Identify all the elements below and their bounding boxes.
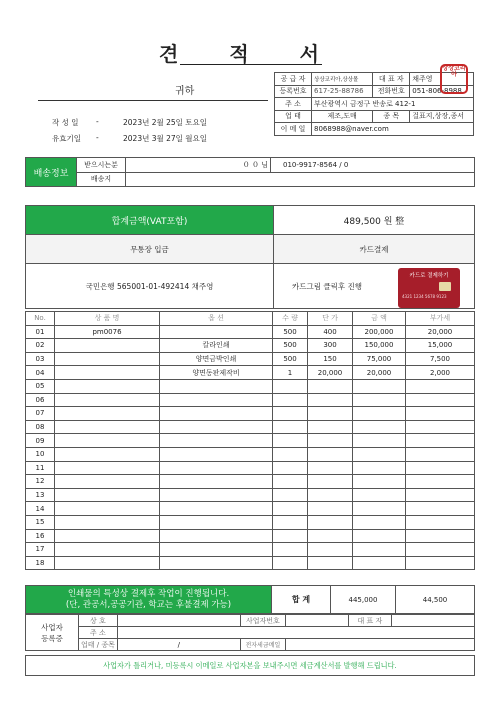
rep-name: 채주영: [410, 73, 474, 86]
table-cell: [406, 461, 475, 475]
table-cell: [273, 515, 308, 529]
card-payment-button[interactable]: [398, 268, 460, 308]
supplier-label: 공 급 자: [275, 73, 312, 86]
table-cell: 15,000: [406, 339, 475, 353]
table-cell: 500: [273, 352, 308, 366]
table-cell: [406, 529, 475, 543]
tel-label: 전화번호: [373, 85, 410, 98]
business-type-label: 업태 / 종목: [79, 639, 118, 651]
table-cell: [160, 434, 273, 448]
table-cell: [353, 420, 406, 434]
sum-amount: 445,000: [331, 586, 396, 614]
table-row: [26, 407, 475, 421]
business-name-label: 상 호: [79, 615, 118, 627]
table-cell: [160, 488, 273, 502]
table-cell: pm0076: [55, 325, 160, 339]
table-cell: [55, 420, 160, 434]
card-chip-icon: [439, 282, 451, 291]
table-cell: [353, 461, 406, 475]
table-cell: 16: [26, 529, 55, 543]
card-title: 카드결제: [274, 235, 475, 264]
table-cell: [353, 447, 406, 461]
table-cell: [308, 379, 353, 393]
col-product: 상 품 명: [55, 312, 160, 326]
reg-label: 등록번호: [275, 85, 312, 98]
table-cell: [55, 461, 160, 475]
receiver-name[interactable]: ０ ０ 님: [126, 158, 271, 173]
table-row: [26, 447, 475, 461]
table-cell: [406, 447, 475, 461]
table-cell: [55, 447, 160, 461]
item-value: 걸표지,상장,종서: [410, 110, 474, 123]
title-underline: [180, 64, 322, 65]
table-cell: [308, 488, 353, 502]
tel-number: 051-806-8988: [410, 85, 474, 98]
table-cell: 02: [26, 339, 55, 353]
delivery-table: [25, 157, 475, 187]
table-row: [26, 515, 475, 529]
table-cell: [406, 393, 475, 407]
total-value: 489,500 원 整: [274, 206, 475, 235]
business-label: 사업자 등록증: [26, 615, 79, 651]
item-label: 종 목: [373, 110, 410, 123]
table-cell: [353, 488, 406, 502]
table-cell: 07: [26, 407, 55, 421]
notice-table: [25, 585, 475, 614]
recipient-line: [38, 100, 268, 101]
table-cell: [406, 420, 475, 434]
table-cell: [273, 461, 308, 475]
date-dash: -: [96, 117, 99, 126]
business-rep-label: 대 표 자: [348, 615, 391, 627]
table-cell: 500: [273, 325, 308, 339]
table-cell: [273, 556, 308, 570]
supplier-address: 부산광역시 금정구 반송로 412-1: [312, 98, 474, 111]
sum-label: 합 계: [272, 586, 331, 614]
col-qty: 수 량: [273, 312, 308, 326]
table-cell: 13: [26, 488, 55, 502]
rep-label: 대 표 자: [373, 73, 410, 86]
table-cell: [406, 502, 475, 516]
table-cell: 75,000: [353, 352, 406, 366]
receiver-phone[interactable]: 010-9917-8564 / 0: [271, 158, 475, 173]
table-row: [26, 502, 475, 516]
table-cell: [273, 502, 308, 516]
table-cell: [308, 475, 353, 489]
table-cell: [406, 488, 475, 502]
table-cell: 14: [26, 502, 55, 516]
table-cell: 03: [26, 352, 55, 366]
table-cell: [308, 529, 353, 543]
table-cell: 08: [26, 420, 55, 434]
table-cell: [308, 515, 353, 529]
table-row: [26, 393, 475, 407]
table-cell: 09: [26, 434, 55, 448]
table-cell: [160, 420, 273, 434]
valid-value: 2023년 3월 27일 월요일: [123, 134, 208, 143]
table-cell: 7,500: [406, 352, 475, 366]
table-row: [26, 434, 475, 448]
table-cell: [55, 379, 160, 393]
table-row: [26, 475, 475, 489]
table-cell: 칼라인쇄: [160, 339, 273, 353]
table-cell: 150: [308, 352, 353, 366]
table-row: [26, 543, 475, 557]
date-value: 2023년 2월 25일 토요일: [123, 118, 208, 127]
table-cell: [160, 379, 273, 393]
card-number: 4321 1234 5678 9123: [402, 294, 447, 299]
table-cell: [406, 434, 475, 448]
col-price: 단 가: [308, 312, 353, 326]
items-table: [25, 311, 475, 570]
table-cell: [353, 393, 406, 407]
table-cell: [273, 434, 308, 448]
table-cell: 10: [26, 447, 55, 461]
delivery-address[interactable]: [126, 172, 475, 187]
table-cell: 20,000: [406, 325, 475, 339]
table-cell: 양면동판제작비: [160, 366, 273, 380]
table-cell: [160, 543, 273, 557]
business-table: [25, 614, 475, 651]
business-email[interactable]: [285, 639, 474, 651]
table-cell: 01: [26, 325, 55, 339]
table-cell: [55, 488, 160, 502]
table-cell: 20,000: [353, 366, 406, 380]
table-cell: [308, 420, 353, 434]
table-cell: [353, 515, 406, 529]
business-rep[interactable]: [391, 615, 474, 627]
supplier-email[interactable]: 8068988@naver.com: [312, 123, 474, 136]
table-cell: [55, 393, 160, 407]
table-cell: 15: [26, 515, 55, 529]
table-cell: [160, 461, 273, 475]
table-row: [26, 461, 475, 475]
total-label: 합계금액(VAT포함): [26, 206, 274, 235]
table-cell: [55, 434, 160, 448]
table-row: [26, 339, 475, 353]
table-cell: [406, 515, 475, 529]
table-cell: 20,000: [308, 366, 353, 380]
table-cell: [273, 488, 308, 502]
table-cell: [273, 475, 308, 489]
table-cell: [55, 515, 160, 529]
delivery-address-label: 배송지: [77, 172, 126, 187]
sum-vat: 44,500: [396, 586, 475, 614]
table-cell: 05: [26, 379, 55, 393]
supplier-name: 상상코리아,상상몰: [312, 73, 373, 86]
table-cell: [160, 447, 273, 461]
business-regno-label: 사업자번호: [240, 615, 285, 627]
biz-label: 업 태: [275, 110, 312, 123]
table-cell: [160, 556, 273, 570]
table-row: [26, 488, 475, 502]
table-cell: [353, 379, 406, 393]
table-cell: [406, 543, 475, 557]
date-label: 작 성 일: [52, 118, 79, 127]
table-cell: 150,000: [353, 339, 406, 353]
table-cell: [273, 407, 308, 421]
table-cell: [55, 352, 160, 366]
business-email-label: 전자세금메일: [240, 639, 285, 651]
table-cell: [55, 475, 160, 489]
business-addr-label: 주 소: [79, 627, 118, 639]
table-cell: [160, 529, 273, 543]
col-vat: 부가세: [406, 312, 475, 326]
table-cell: [308, 393, 353, 407]
table-cell: [160, 515, 273, 529]
business-type-slash[interactable]: /: [117, 639, 240, 651]
valid-label: 유효기일: [52, 134, 81, 143]
table-cell: [160, 502, 273, 516]
table-row: [26, 556, 475, 570]
table-cell: 2,000: [406, 366, 475, 380]
table-cell: [308, 447, 353, 461]
table-cell: [308, 502, 353, 516]
table-cell: 12: [26, 475, 55, 489]
table-cell: 1: [273, 366, 308, 380]
table-cell: 양면금박인쇄: [160, 352, 273, 366]
table-cell: [55, 543, 160, 557]
table-cell: [308, 543, 353, 557]
table-row: [26, 325, 475, 339]
table-cell: 500: [273, 339, 308, 353]
business-address[interactable]: [117, 627, 474, 639]
company-seal: 상상코리아: [440, 64, 468, 94]
business-regno[interactable]: [285, 615, 348, 627]
table-cell: 300: [308, 339, 353, 353]
table-cell: [160, 325, 273, 339]
footer-table: [25, 655, 475, 676]
table-cell: [406, 475, 475, 489]
table-cell: [55, 339, 160, 353]
table-cell: [273, 529, 308, 543]
table-cell: [353, 407, 406, 421]
table-cell: 11: [26, 461, 55, 475]
table-cell: [406, 379, 475, 393]
receiver-label: 받으시는분: [77, 158, 126, 173]
table-cell: [353, 502, 406, 516]
notice-text: 인쇄물의 특성상 결제후 작업이 진행됩니다. (단, 관공서,공공기관, 학교는 후불결제 가능): [26, 586, 272, 614]
table-cell: [273, 420, 308, 434]
table-cell: [353, 434, 406, 448]
table-cell: 200,000: [353, 325, 406, 339]
col-no: No.: [26, 312, 55, 326]
table-cell: [308, 461, 353, 475]
table-row: [26, 529, 475, 543]
table-cell: 06: [26, 393, 55, 407]
table-cell: [406, 407, 475, 421]
table-cell: 17: [26, 543, 55, 557]
table-cell: [55, 366, 160, 380]
table-cell: 400: [308, 325, 353, 339]
table-row: [26, 352, 475, 366]
table-cell: [406, 556, 475, 570]
table-cell: [160, 475, 273, 489]
table-cell: [353, 475, 406, 489]
addr-label: 주 소: [275, 98, 312, 111]
table-row: [26, 379, 475, 393]
table-cell: [353, 543, 406, 557]
table-cell: [308, 407, 353, 421]
table-cell: [353, 529, 406, 543]
table-cell: [55, 502, 160, 516]
table-cell: [308, 556, 353, 570]
footer-notice: 사업자가 틀리거나, 미등록시 이메일로 사업자본을 보내주시면 세금계산서를 발행해 드립니다.: [26, 656, 475, 676]
recipient-suffix: 귀하: [175, 86, 195, 97]
reg-number: 617-25-88786: [312, 85, 373, 98]
card-button-label: 카드로 결제하기: [409, 273, 449, 279]
table-row: [26, 366, 475, 380]
table-cell: 18: [26, 556, 55, 570]
table-cell: [273, 393, 308, 407]
biz-value: 제조,도매: [312, 110, 373, 123]
col-amount: 금 액: [353, 312, 406, 326]
bank-info: 국민은행 565001-01-492414 채주영: [26, 264, 274, 309]
table-cell: [55, 529, 160, 543]
table-cell: 04: [26, 366, 55, 380]
table-cell: [273, 543, 308, 557]
bank-title: 무통장 입금: [26, 235, 274, 264]
table-cell: [273, 447, 308, 461]
business-name[interactable]: [117, 615, 240, 627]
table-cell: [55, 556, 160, 570]
valid-dash: -: [96, 133, 99, 142]
table-row: [26, 420, 475, 434]
card-info: 카드그림 클릭후 진행: [274, 264, 475, 309]
table-cell: [273, 379, 308, 393]
delivery-label: 배송정보: [26, 158, 77, 187]
document-title: 견 적 서: [159, 42, 341, 66]
email-label: 이 메 일: [275, 123, 312, 136]
table-cell: [160, 393, 273, 407]
col-option: 옵 션: [160, 312, 273, 326]
table-cell: [55, 407, 160, 421]
table-cell: [353, 556, 406, 570]
table-cell: [308, 434, 353, 448]
table-cell: [160, 407, 273, 421]
